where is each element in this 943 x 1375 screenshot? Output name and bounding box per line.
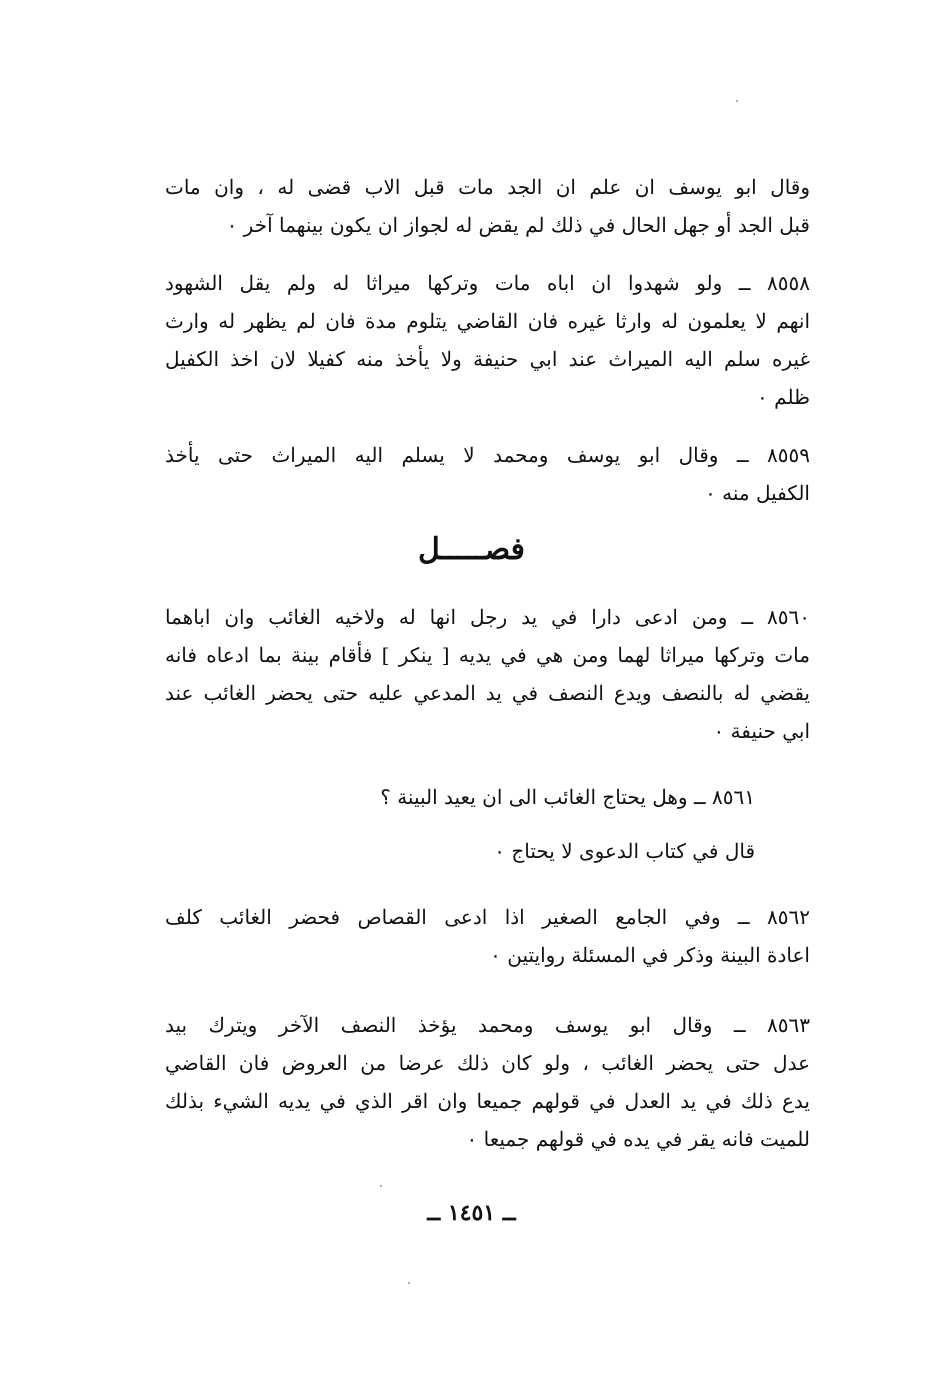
paragraph-1 xyxy=(165,168,810,244)
paragraph-line: اعادة البينة وذكر في المسئلة روايتين ٠ xyxy=(490,943,810,967)
scan-speck xyxy=(408,1282,410,1284)
paragraph-8562 xyxy=(165,898,810,974)
paragraph-line: ابي حنيفة ٠ xyxy=(713,719,810,743)
paragraph-line: مات وتركها ميراثا لهما ومن هي في يديه [ ينكر ] فأقام بينة بما ادعاه فانه xyxy=(165,643,810,667)
paragraph-line: ٨٥٥٨ ــ ولو شهدوا ان اباه مات وتركها ميراثا له ولم يقل الشهود xyxy=(165,271,810,295)
scan-speck xyxy=(736,100,738,102)
paragraph-line: ٨٥٥٩ ــ وقال ابو يوسف ومحمد لا يسلم اليه الميراث حتى يأخذ xyxy=(165,443,810,467)
paragraph-line: ظلم ٠ xyxy=(757,385,810,409)
section-heading: فصـــــل xyxy=(417,532,526,567)
paragraph-line: ٨٥٦٢ ــ وفي الجامع الصغير اذا ادعى القصاص فحضر الغائب كلف xyxy=(165,905,810,929)
paragraph-line: يقضي له بالنصف ويدع النصف في يد المدعي عليه حتى يحضر الغائب عند xyxy=(165,681,810,705)
paragraph-8563 xyxy=(165,1006,810,1158)
paragraph-line: انهم لا يعلمون له وارثا غيره فان القاضي يتلوم مدة فان لم يظهر له وارث xyxy=(165,309,810,333)
paragraph-line: عدل حتى يحضر الغائب ، ولو كان ذلك عرضا من العروض فان القاضي xyxy=(165,1051,810,1075)
paragraph-line: الكفيل منه ٠ xyxy=(705,481,810,505)
paragraph-line: للميت فانه يقر في يده في قولهم جميعا ٠ xyxy=(466,1127,810,1151)
paragraph-8559 xyxy=(165,436,810,512)
paragraph-line: ٨٥٦١ ــ وهل يحتاج الغائب الى ان يعيد البينة ؟ xyxy=(380,785,755,809)
paragraph-8560 xyxy=(165,598,810,750)
paragraph-line: غيره سلم اليه الميراث عند ابي حنيفة ولا يأخذ منه كفيلا لان اخذ الكفيل xyxy=(165,347,810,371)
paragraph-8561 xyxy=(380,778,755,816)
page-number: ــ ١٤٥١ ــ xyxy=(427,1200,516,1226)
paragraph-line: قال في كتاب الدعوى لا يحتاج ٠ xyxy=(494,839,755,863)
paragraph-line: قبل الجد أو جهل الحال في ذلك لم يقض له لجواز ان يكون بينهما آخر ٠ xyxy=(226,213,810,237)
paragraph-line: ٨٥٦٠ ــ ومن ادعى دارا في يد رجل انها له ولاخيه الغائب وان اباهما xyxy=(165,605,810,629)
paragraph-line: وقال ابو يوسف ان علم ان الجد مات قبل الاب قضى له ، وان مات xyxy=(165,175,810,199)
paragraph-line: ٨٥٦٣ ــ وقال ابو يوسف ومحمد يؤخذ النصف الآخر ويترك بيد xyxy=(165,1013,810,1037)
paragraph-line: يدع ذلك في يد العدل في قولهم جميعا وان اقر الذي في يديه الشيء بذلك xyxy=(165,1089,810,1113)
paragraph-answer xyxy=(494,832,755,870)
scan-speck xyxy=(380,1185,382,1187)
paragraph-8558 xyxy=(165,264,810,416)
